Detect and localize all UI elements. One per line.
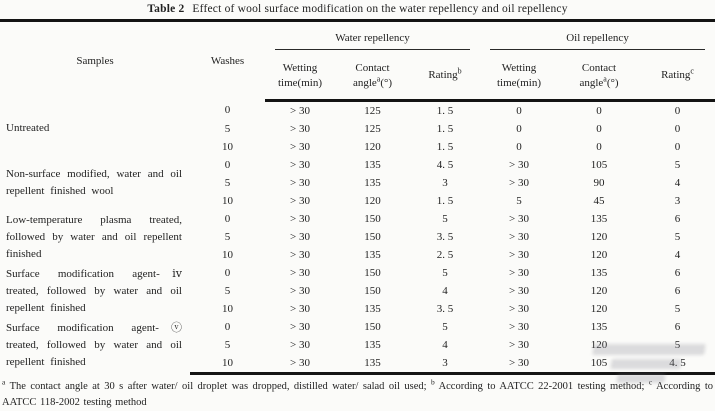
- value-cell: > 30: [290, 105, 310, 117]
- value-cell: 0: [596, 123, 602, 135]
- header-unit: (°): [606, 76, 619, 89]
- sample-cell: Surface modification agent-ⓥ treated, followed by water and oil repellent finished: [6, 322, 182, 369]
- value-cell: 135: [590, 213, 608, 225]
- header-line: Rating: [428, 69, 458, 81]
- col-group-oil-label: Oil repellency: [490, 25, 705, 50]
- washes-cell: 5: [224, 285, 231, 297]
- washes-cell: 5: [224, 339, 231, 351]
- footnote-text: According to AATCC 22-2001 testing method;: [434, 381, 649, 392]
- value-cell: 2. 5: [436, 249, 454, 261]
- value-cell: 4. 5: [640, 354, 715, 374]
- header-line: Contact: [581, 61, 617, 74]
- value-cell: 4: [674, 177, 681, 189]
- value-cell: 135: [364, 177, 381, 189]
- col-group-oil-repellency: [480, 21, 715, 53]
- washes-cell: 10: [222, 195, 233, 207]
- value-cell: 1. 5: [436, 141, 454, 153]
- value-cell: 0: [596, 141, 602, 153]
- value-cell: > 30: [509, 177, 529, 189]
- value-cell: 135: [364, 159, 381, 171]
- value-cell: > 30: [290, 213, 310, 225]
- value-cell: > 30: [290, 339, 310, 351]
- value-cell: > 30: [290, 267, 310, 279]
- value-cell: 135: [590, 321, 608, 333]
- value-cell: 1. 5: [436, 195, 454, 207]
- footnote-text: According to AATCC 118-2002 testing method: [2, 381, 713, 408]
- value-cell: > 30: [290, 285, 310, 297]
- value-cell: 3. 5: [436, 303, 454, 315]
- header-line: Wetting: [282, 61, 318, 74]
- washes-cell: 10: [222, 249, 233, 261]
- footnote-text: The contact angle at 30 s after water/ oil droplet was dropped, distilled water/ salad oil used;: [5, 381, 431, 392]
- footnote-marker-a: a: [376, 73, 381, 83]
- value-cell: 6: [674, 267, 681, 279]
- value-cell: > 30: [290, 303, 310, 315]
- value-cell: > 30: [509, 159, 529, 171]
- value-cell: > 30: [509, 285, 529, 297]
- header-line: Contact: [355, 61, 390, 74]
- value-cell: 120: [590, 231, 608, 243]
- value-cell: 120: [364, 195, 381, 207]
- value-cell: > 30: [290, 231, 310, 243]
- value-cell: 150: [364, 285, 381, 297]
- table-caption: [0, 0, 715, 19]
- table-number: Table 2: [147, 3, 185, 15]
- footnote-marker-a: a: [603, 73, 607, 83]
- value-cell: > 30: [290, 321, 310, 333]
- value-cell: 150: [364, 231, 381, 243]
- header-line: time(min): [278, 76, 322, 89]
- col-group-water-repellency: [265, 21, 480, 53]
- value-cell: 4: [674, 249, 681, 261]
- sample-cell: Surface modification agent-ⅳ treated, followed by water and oil repellent finished: [6, 267, 182, 314]
- value-cell: 4: [442, 285, 448, 297]
- value-cell: 5: [674, 159, 681, 171]
- value-cell: 3: [442, 177, 448, 189]
- value-cell: > 30: [290, 141, 310, 153]
- value-cell: 5: [674, 231, 681, 243]
- value-cell: 6: [674, 285, 681, 297]
- footnote-marker-c: c: [648, 377, 653, 387]
- col-header-water-wetting-time: [265, 52, 335, 101]
- value-cell: > 30: [290, 123, 310, 135]
- value-cell: 0: [674, 123, 681, 135]
- col-header-oil-wetting-time: [480, 52, 558, 101]
- value-cell: > 30: [290, 195, 310, 207]
- value-cell: 135: [590, 267, 608, 279]
- value-cell: 105: [558, 354, 640, 374]
- value-cell: > 30: [290, 177, 310, 189]
- col-header-oil-contact-angle: [558, 52, 640, 101]
- washes-cell: 0: [224, 104, 231, 117]
- value-cell: 5: [442, 267, 448, 279]
- washes-cell: 0: [224, 267, 231, 279]
- value-cell: 135: [364, 339, 381, 351]
- value-cell: > 30: [509, 213, 529, 225]
- value-cell: 120: [590, 303, 608, 315]
- value-cell: 6: [674, 321, 681, 333]
- col-header-washes: Washes: [210, 55, 245, 68]
- value-cell: 4. 5: [436, 159, 454, 171]
- table-title: Effect of wool surface modification on the water repellency and oil repellency: [192, 3, 568, 15]
- value-cell: 0: [516, 105, 522, 117]
- value-cell: 150: [364, 321, 381, 333]
- header-line: angle: [579, 76, 604, 89]
- value-cell: > 30: [509, 249, 529, 261]
- col-header-water-contact-angle: [335, 52, 410, 101]
- table-row: [0, 156, 715, 174]
- washes-cell: 5: [224, 231, 231, 243]
- header-line: angle: [352, 76, 377, 89]
- value-cell: 120: [590, 285, 608, 297]
- footnotes: [0, 375, 715, 411]
- washes-cell: 0: [224, 321, 231, 333]
- col-header-samples: Samples: [76, 55, 114, 68]
- value-cell: 150: [364, 267, 381, 279]
- table-row: [0, 210, 715, 228]
- value-cell: 5: [442, 213, 448, 225]
- washes-cell: 5: [224, 177, 231, 189]
- value-cell: > 30: [290, 159, 310, 171]
- value-cell: 0: [516, 141, 522, 153]
- value-cell: 5: [674, 339, 681, 351]
- value-cell: 5: [516, 195, 522, 207]
- footnote-marker-c: c: [690, 66, 694, 76]
- value-cell: 5: [442, 321, 448, 333]
- table-row: [0, 264, 715, 282]
- value-cell: 6: [674, 213, 681, 225]
- washes-cell: 0: [224, 159, 231, 171]
- value-cell: > 30: [509, 321, 529, 333]
- value-cell: 1. 5: [436, 123, 454, 135]
- value-cell: > 30: [290, 249, 310, 261]
- footnote-marker-b: b: [457, 66, 462, 76]
- value-cell: > 30: [480, 354, 558, 374]
- header-line: Rating: [661, 69, 691, 81]
- washes-cell: 0: [224, 213, 231, 225]
- value-cell: 0: [516, 123, 522, 135]
- header-line: Wetting: [501, 61, 537, 74]
- value-cell: 125: [364, 105, 381, 117]
- sample-cell: Non-surface modified, water and oil repellent finished wool: [6, 168, 182, 197]
- value-cell: > 30: [509, 231, 529, 243]
- washes-cell: 10: [222, 303, 233, 315]
- value-cell: > 30: [509, 303, 529, 315]
- header-unit: (°): [380, 76, 393, 89]
- footnote-marker-b: b: [430, 377, 435, 387]
- value-cell: 5: [674, 303, 681, 315]
- value-cell: 135: [364, 249, 381, 261]
- value-cell: 120: [590, 339, 608, 351]
- table-row: [0, 318, 715, 336]
- value-cell: 90: [593, 177, 605, 189]
- sample-cell: Low-temperature plasma treated, followed by water and oil repellent finished: [6, 213, 182, 260]
- value-cell: 120: [364, 141, 381, 153]
- value-cell: 135: [335, 354, 410, 374]
- value-cell: 125: [364, 123, 381, 135]
- value-cell: 4: [442, 339, 448, 351]
- col-header-water-rating: [410, 52, 480, 101]
- value-cell: 120: [590, 249, 608, 261]
- value-cell: 1. 5: [436, 105, 454, 117]
- data-table: [0, 19, 715, 375]
- washes-cell: 10: [222, 141, 233, 153]
- header-line: time(min): [497, 76, 541, 89]
- value-cell: 45: [593, 195, 605, 207]
- value-cell: 0: [674, 141, 681, 153]
- value-cell: > 30: [265, 354, 335, 374]
- value-cell: 105: [590, 159, 608, 171]
- sample-cell: Untreated: [6, 121, 50, 134]
- value-cell: 3. 5: [436, 231, 454, 243]
- washes-cell: 10: [190, 354, 265, 374]
- value-cell: 150: [364, 213, 381, 225]
- value-cell: 0: [596, 105, 602, 117]
- value-cell: 0: [674, 105, 681, 117]
- col-group-water-label: Water repellency: [275, 25, 470, 50]
- washes-cell: 5: [224, 123, 231, 135]
- col-header-oil-rating: [640, 52, 715, 101]
- footnote-marker-a: a: [2, 377, 6, 387]
- table-row: [0, 101, 715, 121]
- value-cell: 3: [410, 354, 480, 374]
- value-cell: 3: [674, 195, 681, 207]
- value-cell: > 30: [509, 267, 529, 279]
- value-cell: > 30: [509, 339, 529, 351]
- value-cell: 135: [364, 303, 381, 315]
